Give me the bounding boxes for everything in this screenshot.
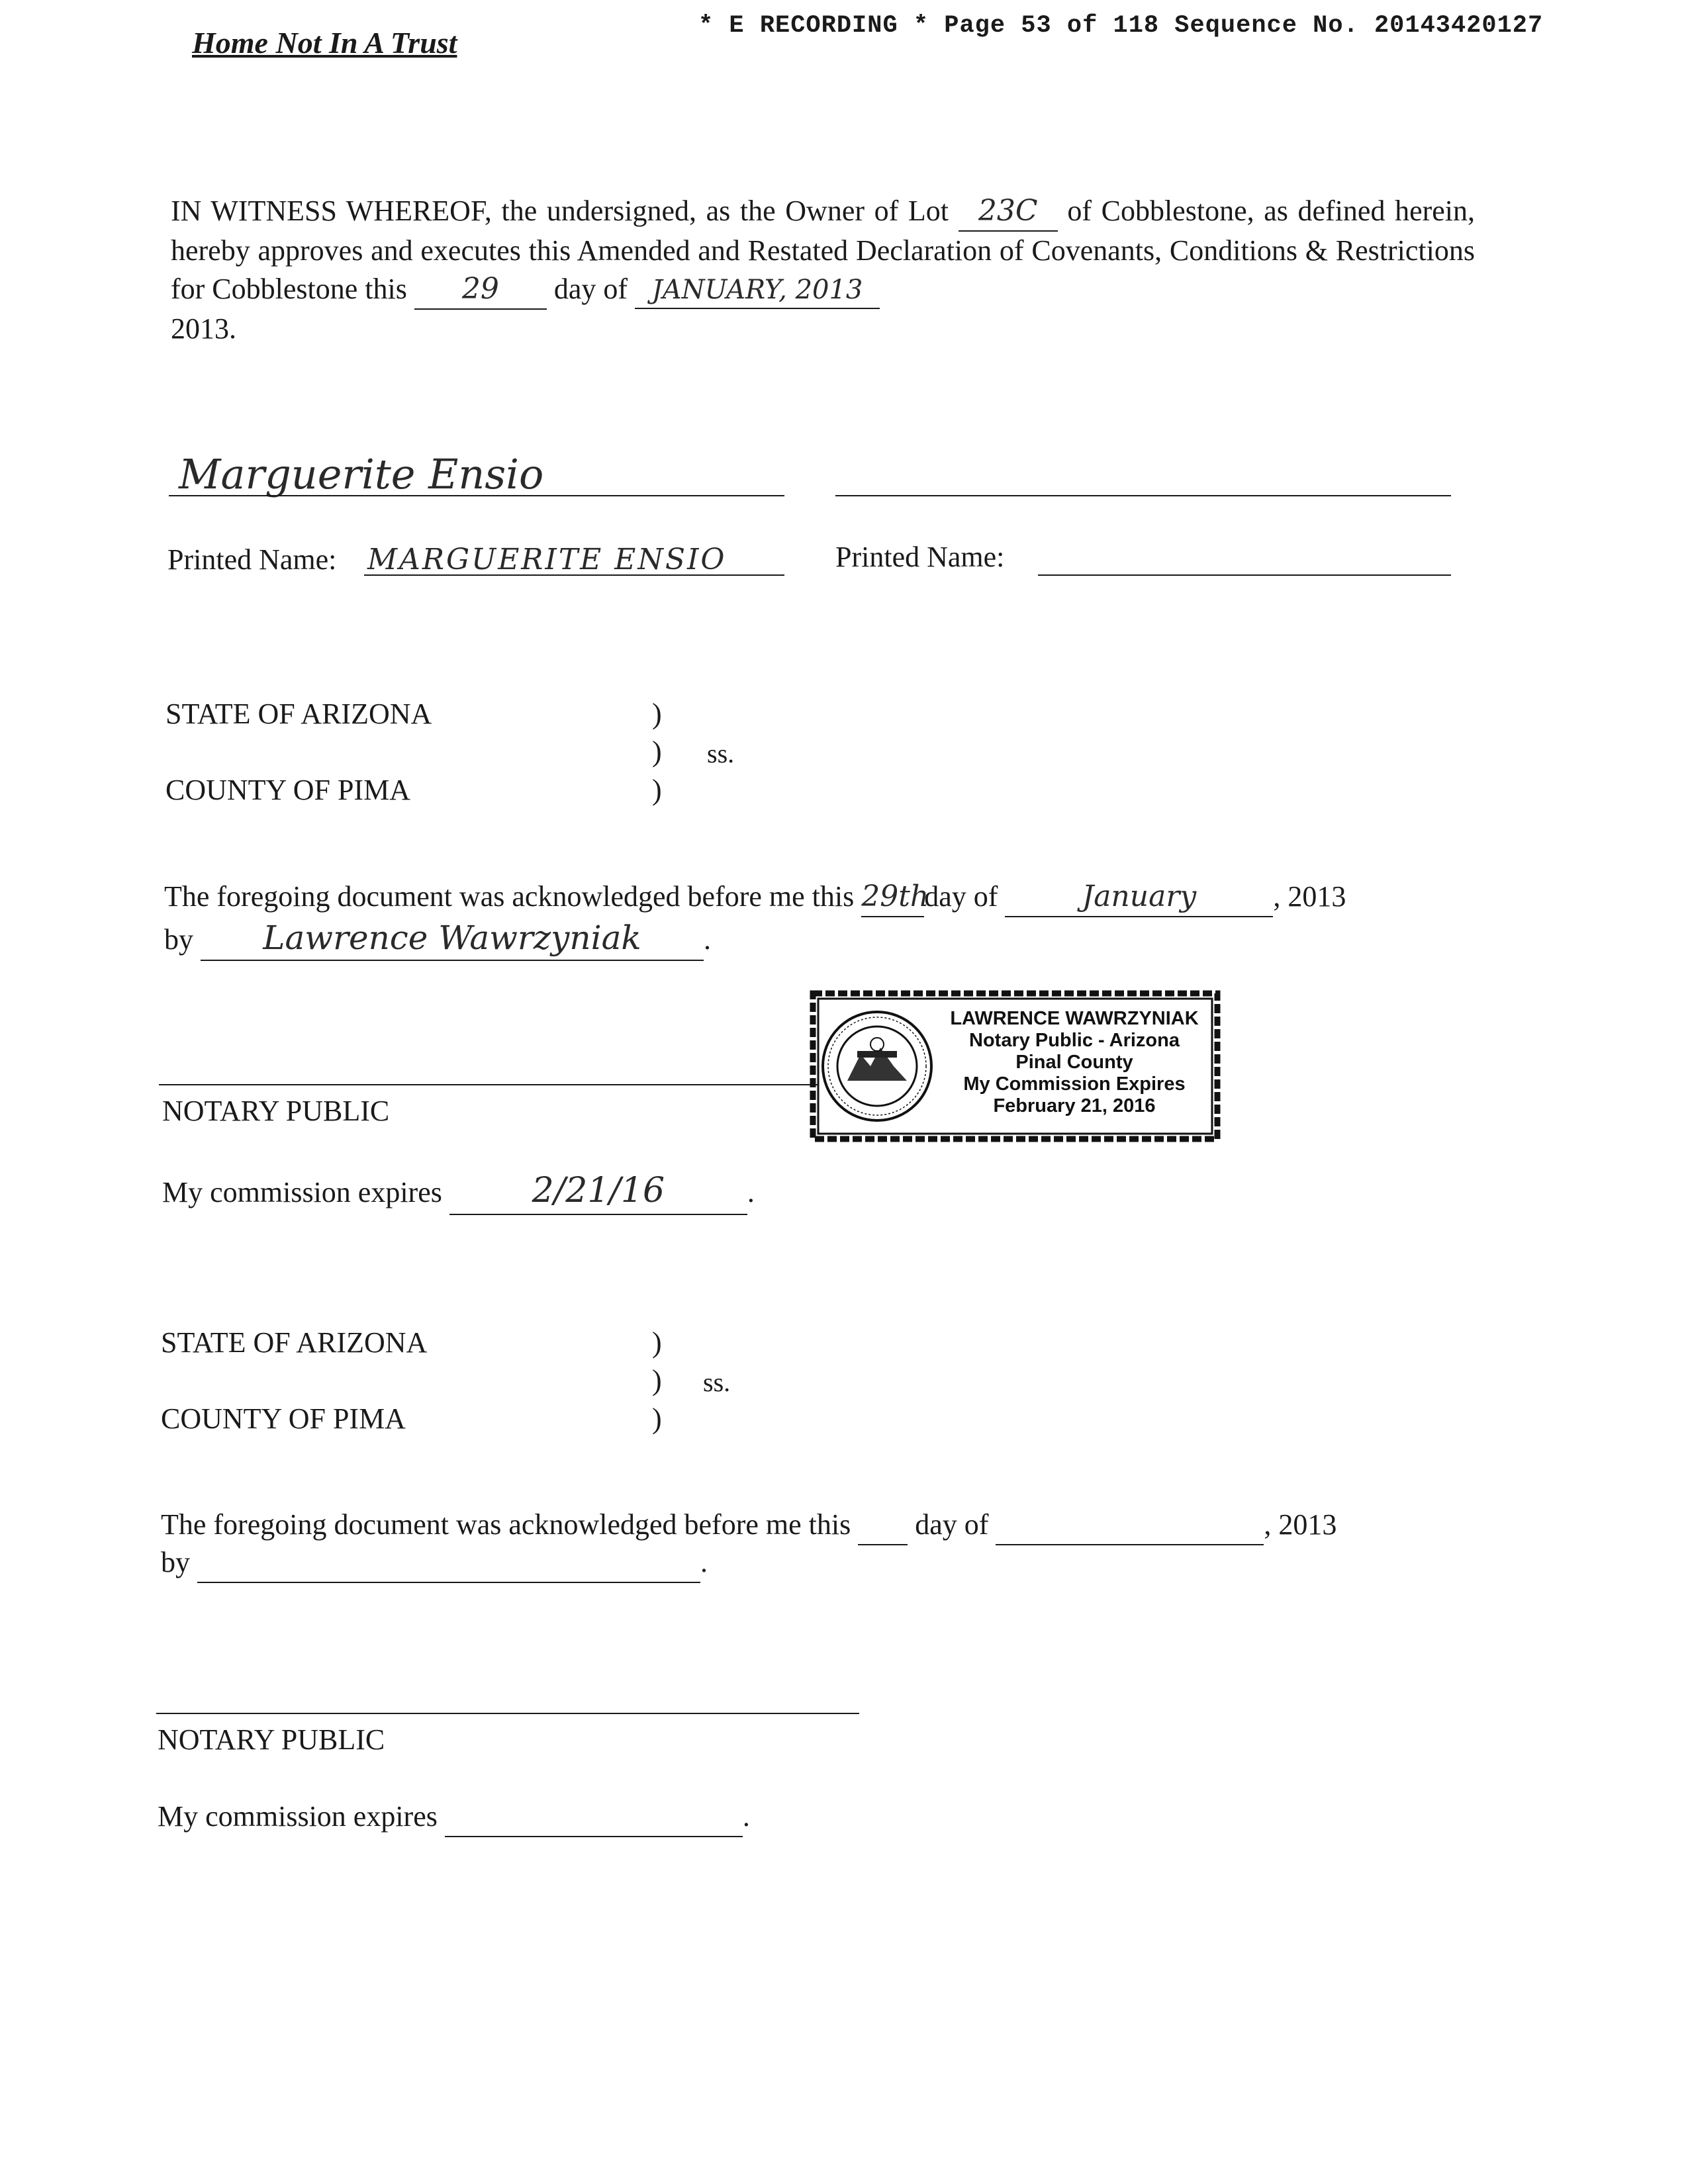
stamp-expires-date: February 21, 2016 [993,1095,1156,1116]
owner-signature: Marguerite Ensio [179,450,544,498]
by-period-1: . [704,923,711,956]
commission-expires-2 [158,1797,750,1837]
ack-month-blank-2 [996,1506,1264,1545]
acknowledgment-1 [164,878,1346,917]
witness-month: JANUARY, 2013 [635,273,880,309]
printed-name-line-right [1038,574,1451,576]
stamp-name: LAWRENCE WAWRZYNIAK [950,1008,1199,1029]
paren-2b: ) [652,1364,662,1396]
witness-year: 2013. [171,312,236,345]
commission-period-2: . [742,1800,750,1833]
stamp-expires-label: My Commission Expires [963,1073,1186,1095]
witness-day: 29 [414,270,547,310]
ack-year-1: , 2013 [1273,880,1346,913]
stamp-title: Notary Public - Arizona [969,1030,1180,1051]
acknowledgment-2 [161,1506,1336,1545]
ack-year-2: , 2013 [1264,1508,1337,1541]
ack-day-of-1: day of [924,880,998,913]
lot-number: 23C [959,192,1058,232]
notary-signature-line-2 [156,1713,859,1714]
paren-2a: ) [652,1326,662,1359]
printed-name-label-right: Printed Name: [835,541,1005,573]
printed-name-label-left: Printed Name: [167,543,337,576]
notary-stamp [808,988,1223,1144]
ss-label-2: ss. [703,1367,731,1397]
by-label-2: by [161,1546,190,1578]
ss-label-1: ss. [707,739,735,768]
paren-1b: ) [652,735,662,768]
commission-expires-1 [162,1168,755,1215]
notary-public-label-1: NOTARY PUBLIC [162,1095,390,1127]
signature-line-left [169,495,784,496]
ack-text-2: The foregoing document was acknowledged before me this [161,1508,851,1541]
county-label-1: COUNTY OF PIMA [165,774,410,806]
paren-1a: ) [652,698,662,730]
paren-2c: ) [652,1402,662,1435]
by-label-1: by [164,923,193,956]
notary-signature-line-1 [159,1084,821,1085]
ack-month-1: January [1005,878,1273,917]
ack-day-1: 29th [861,878,924,917]
commission-date-blank-2 [445,1797,743,1837]
county-label-2: COUNTY OF PIMA [161,1402,406,1435]
commission-period-1: . [747,1176,755,1208]
recording-header: * E RECORDING * Page 53 of 118 Sequence No. 20143420127 [698,12,1544,40]
witness-paragraph [171,192,1475,348]
printed-name-line-left [364,574,784,576]
ack-by-blank-2 [197,1543,700,1583]
ack-day-of-2: day of [915,1508,989,1541]
commission-label-1: My commission expires [162,1176,442,1208]
stamp-county: Pinal County [1015,1052,1133,1073]
paren-1c: ) [652,774,662,806]
witness-text-body: of Cobblestone, as defined herein, hereby approves and executes this Amended and Restated Declaration of Covenants, Conditions & Restrictions for Cobblestone this [171,195,1476,306]
document-title: Home Not In A Trust [192,26,457,60]
state-label-2: STATE OF ARIZONA [161,1326,428,1359]
ack-by-name-1: Lawrence Wawrzyniak [201,916,704,961]
acknowledgment-by-2 [161,1543,708,1583]
acknowledgment-by-1 [164,916,711,961]
witness-text-intro: IN WITNESS WHEREOF, the undersigned, as the Owner of Lot [171,195,949,227]
commission-label-2: My commission expires [158,1800,438,1833]
notary-public-label-2: NOTARY PUBLIC [158,1723,385,1756]
ack-text-1: The foregoing document was acknowledged before me this [164,880,855,913]
signature-line-right [835,495,1451,496]
witness-day-of: day of [553,273,628,306]
by-period-2: . [700,1546,708,1578]
ack-day-blank-2 [858,1506,908,1545]
commission-date-1: 2/21/16 [449,1168,747,1215]
state-label-1: STATE OF ARIZONA [165,698,432,730]
printed-name-left: MARGUERITE ENSIO [367,543,727,576]
